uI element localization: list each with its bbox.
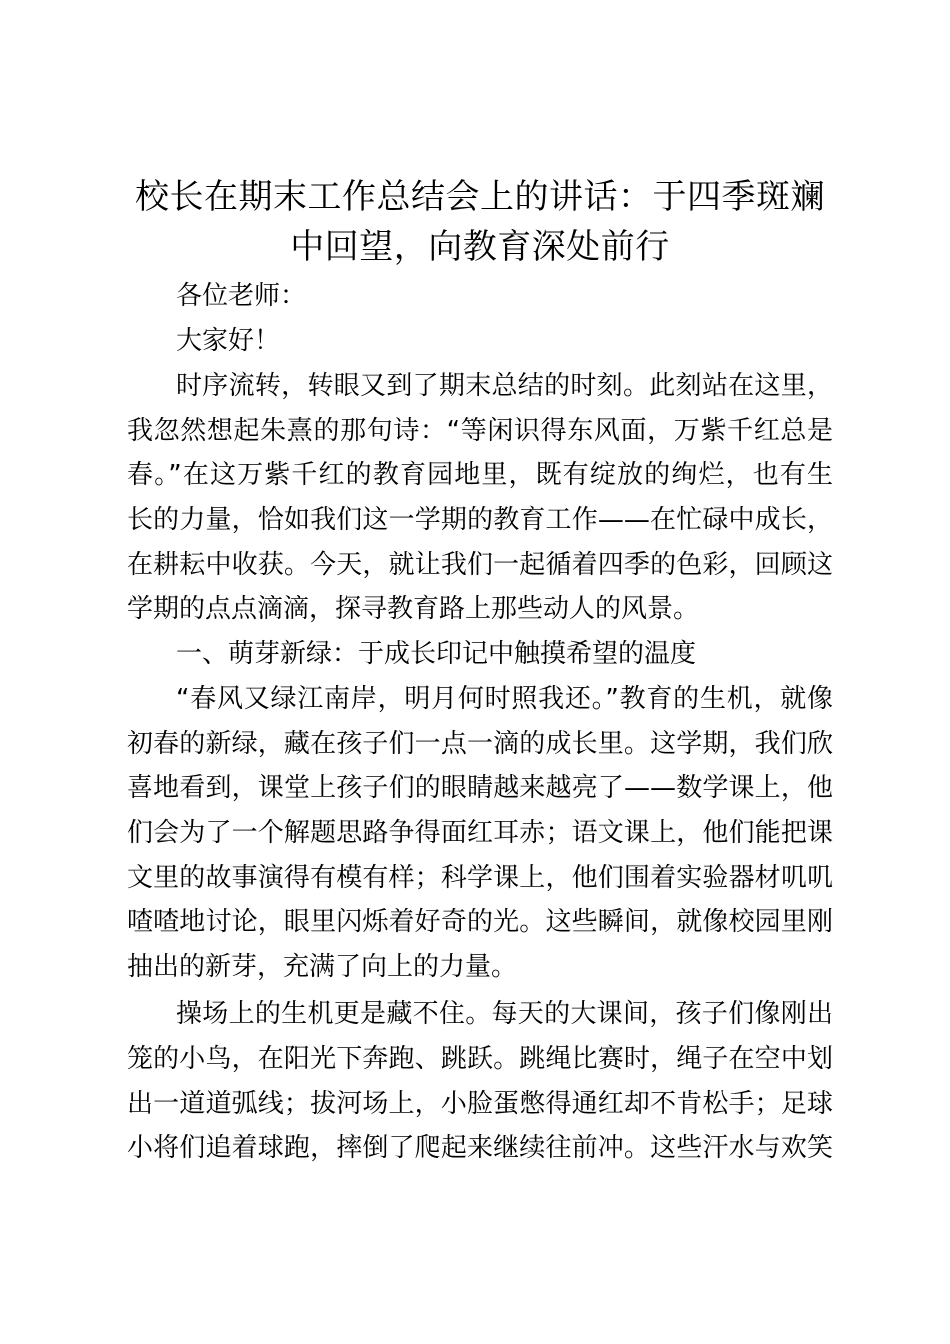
title-line: 中回望，向教育深处前行: [290, 227, 670, 267]
paragraph-line: 们会为了一个解题思路争得面红耳赤；语文课上，他们能把课: [127, 818, 833, 848]
paragraph-line: 喳喳地讨论，眼里闪烁着好奇的光。这些瞬间，就像校园里刚: [127, 907, 833, 937]
paragraph-line: “春风又绿江南岸，明月何时照我还。”教育的生机，就像: [176, 684, 833, 714]
greeting: 大家好！: [176, 326, 281, 356]
paragraph-line: 时序流转，转眼又到了期末总结的时刻。此刻站在这里，: [176, 371, 833, 401]
document-title: [110, 172, 850, 272]
paragraph-line: 喜地看到，课堂上孩子们的眼睛越来越亮了——数学课上，他: [127, 773, 833, 803]
paragraph-line: 小将们追着球跑，摔倒了爬起来继续往前冲。这些汗水与欢笑: [127, 1133, 833, 1163]
section-heading: 一、萌芽新绿：于成长印记中触摸希望的温度: [176, 639, 697, 669]
paragraph-line: 我忽然想起朱熹的那句诗：“等闲识得东风面，万紫千红总是: [127, 416, 833, 446]
salutation: 各位老师：: [176, 281, 307, 311]
paragraph-line: 文里的故事演得有模有样；科学课上，他们围着实验器材叽叽: [127, 863, 833, 893]
paragraph-line: 学期的点点滴滴，探寻教育路上那些动人的风景。: [127, 594, 700, 624]
paragraph-line: 在耕耘中收获。今天，就让我们一起循着四季的色彩，回顾这: [127, 550, 833, 580]
paragraph-line: 春。”在这万紫千红的教育园地里，既有绽放的绚烂，也有生: [127, 460, 833, 490]
paragraph-line: 初春的新绿，藏在孩子们一点一滴的成长里。这学期，我们欣: [127, 729, 833, 759]
paragraph-line: 抽出的新芽，充满了向上的力量。: [127, 952, 518, 982]
paragraph-line: 笼的小鸟，在阳光下奔跑、跳跃。跳绳比赛时，绳子在空中划: [127, 1044, 833, 1074]
paragraph-line: 操场上的生机更是藏不住。每天的大课间，孩子们像刚出: [176, 999, 833, 1029]
paragraph-line: 长的力量，恰如我们这一学期的教育工作——在忙碌中成长，: [127, 505, 833, 535]
paragraph-line: 出一道道弧线；拔河场上，小脸蛋憋得通红却不肯松手；足球: [127, 1089, 833, 1119]
title-line: 校长在期末工作总结会上的讲话：于四季斑斓: [135, 177, 825, 217]
